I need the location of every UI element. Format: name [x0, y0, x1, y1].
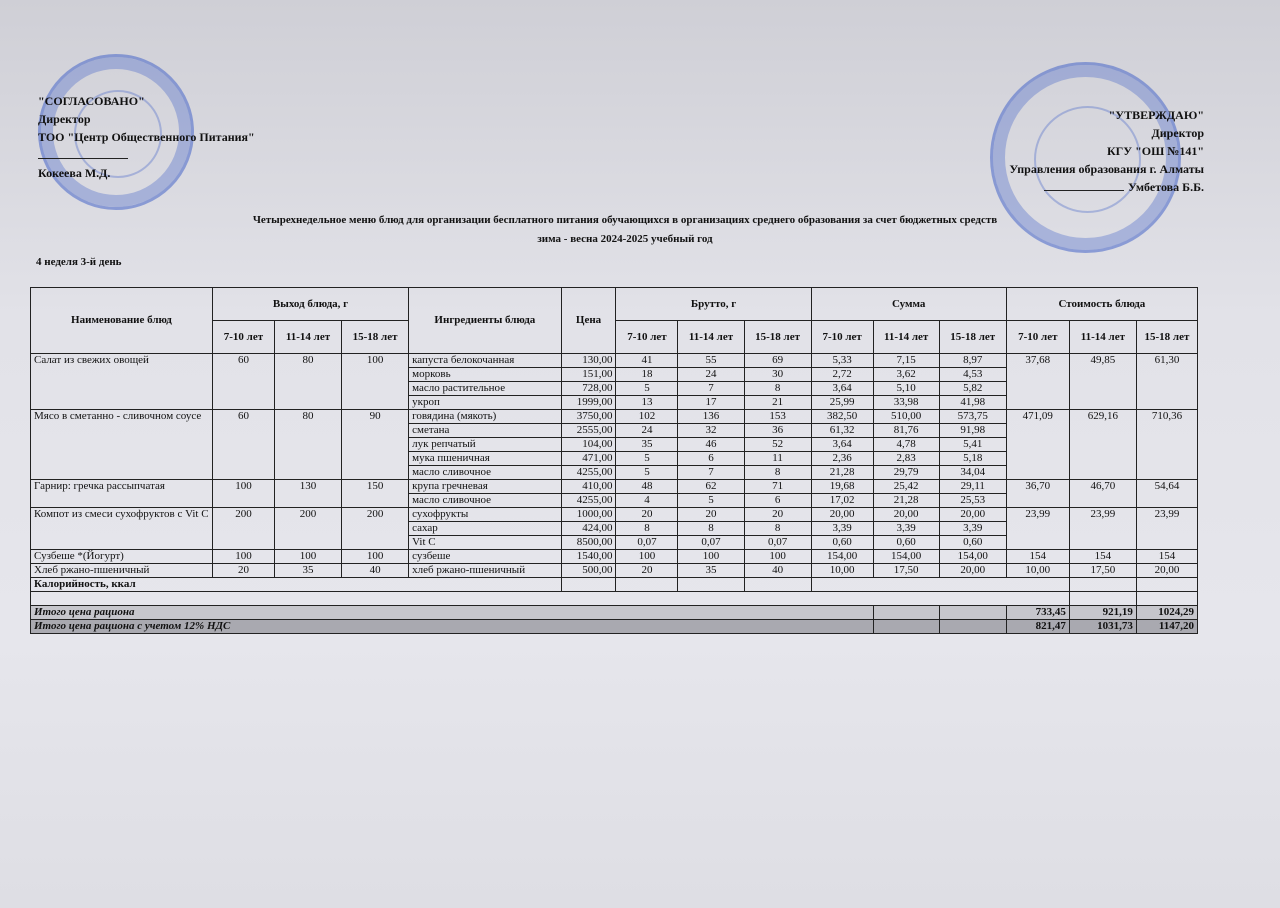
ingredient-name: крупа гречневая: [409, 480, 561, 494]
ingredient-price: 3750,00: [561, 410, 616, 424]
ingredient-sum: 20,00: [939, 508, 1006, 522]
total-label: Итого цена рациона: [31, 606, 874, 620]
signer-name: Кокеева М.Д.: [38, 166, 111, 180]
school-label: КГУ "ОШ №141": [1106, 144, 1204, 158]
ingredient-brutto: 13: [616, 396, 678, 410]
ingredient-brutto: 62: [678, 480, 744, 494]
ingredient-name: говядина (мякоть): [409, 410, 561, 424]
ingredient-brutto: 35: [616, 438, 678, 452]
ingredient-name: масло сливочное: [409, 494, 561, 508]
dish-cost: 23,99: [1069, 508, 1136, 550]
document-subtitle: зима - весна 2024-2025 учебный год: [537, 233, 713, 245]
ingredient-brutto: 55: [678, 354, 744, 368]
ingredient-brutto: 5: [678, 494, 744, 508]
signer-name: Умбетова Б.Б.: [1128, 180, 1204, 194]
dish-yield: 100: [274, 550, 341, 564]
ingredient-sum: 154,00: [873, 550, 939, 564]
ingredient-brutto: 35: [678, 564, 744, 578]
ingredient-brutto: 0,07: [744, 536, 811, 550]
ingredient-sum: 154,00: [811, 550, 873, 564]
dish-name: Сузбеше *(Йогурт): [31, 550, 213, 564]
ingredient-sum: 3,62: [873, 368, 939, 382]
ingredient-sum: 17,02: [811, 494, 873, 508]
ingredient-brutto: 5: [616, 382, 678, 396]
dish-yield: 100: [342, 354, 409, 410]
dish-cost: 61,30: [1136, 354, 1197, 410]
ingredient-brutto: 21: [744, 396, 811, 410]
ingredient-brutto: 5: [616, 452, 678, 466]
ingredient-sum: 3,64: [811, 438, 873, 452]
dish-cost: 23,99: [1136, 508, 1197, 550]
ingredient-sum: 3,64: [811, 382, 873, 396]
header-age-7-10: 7-10 лет: [212, 321, 274, 354]
header-age-7-10: 7-10 лет: [811, 321, 873, 354]
ingredient-price: 104,00: [561, 438, 616, 452]
dish-yield: 80: [274, 410, 341, 480]
ingredient-name: масло сливочное: [409, 466, 561, 480]
dish-yield: 90: [342, 410, 409, 480]
ingredient-price: 1999,00: [561, 396, 616, 410]
header-brutto: Брутто, г: [616, 288, 811, 321]
ingredient-name: мука пшеничная: [409, 452, 561, 466]
ingredient-sum: 573,75: [939, 410, 1006, 424]
ingredient-sum: 3,39: [811, 522, 873, 536]
ingredient-brutto: 136: [678, 410, 744, 424]
table-row: [31, 410, 1198, 424]
ingredient-sum: 5,41: [939, 438, 1006, 452]
ingredient-name: масло растительное: [409, 382, 561, 396]
ingredient-sum: 61,32: [811, 424, 873, 438]
ingredient-sum: 5,33: [811, 354, 873, 368]
ingredient-price: 2555,00: [561, 424, 616, 438]
dish-yield: 100: [342, 550, 409, 564]
day-label: 4 неделя 3-й день: [36, 256, 122, 268]
ingredient-sum: 382,50: [811, 410, 873, 424]
approved-label: "УТВЕРЖДАЮ": [1108, 108, 1204, 122]
menu-body: [31, 354, 1198, 578]
director-label: Директор: [38, 112, 91, 126]
dish-cost: 36,70: [1006, 480, 1069, 508]
ingredient-brutto: 52: [744, 438, 811, 452]
header-age-11-14: 11-14 лет: [873, 321, 939, 354]
dish-cost: 46,70: [1069, 480, 1136, 508]
ingredient-brutto: 8: [744, 466, 811, 480]
header-dish: Наименование блюд: [31, 288, 213, 354]
ingredient-brutto: 24: [678, 368, 744, 382]
table-row: [31, 354, 1198, 368]
ingredient-brutto: 20: [744, 508, 811, 522]
ingredient-brutto: 20: [616, 564, 678, 578]
ingredient-brutto: 30: [744, 368, 811, 382]
ingredient-sum: 3,39: [939, 522, 1006, 536]
ingredient-price: 1540,00: [561, 550, 616, 564]
ingredient-price: 151,00: [561, 368, 616, 382]
ingredient-brutto: 8: [616, 522, 678, 536]
ingredient-sum: 21,28: [811, 466, 873, 480]
header-age-11-14: 11-14 лет: [678, 321, 744, 354]
ingredient-name: Vit C: [409, 536, 561, 550]
ingredient-brutto: 40: [744, 564, 811, 578]
ingredient-sum: 21,28: [873, 494, 939, 508]
ingredient-brutto: 36: [744, 424, 811, 438]
dish-yield: 130: [274, 480, 341, 508]
dish-name: Хлеб ржано-пшеничный: [31, 564, 213, 578]
total-7-10: 733,45: [1006, 606, 1069, 620]
total-vat-row: [31, 620, 1198, 634]
ingredient-price: 410,00: [561, 480, 616, 494]
ingredient-sum: 2,83: [873, 452, 939, 466]
agreed-label: "СОГЛАСОВАНО": [38, 94, 145, 108]
ingredient-sum: 29,11: [939, 480, 1006, 494]
dish-cost: 37,68: [1006, 354, 1069, 410]
ingredient-brutto: 71: [744, 480, 811, 494]
ingredient-name: капуста белокочанная: [409, 354, 561, 368]
dish-name: Гарнир: гречка рассыпчатая: [31, 480, 213, 508]
total-15-18: 1024,29: [1136, 606, 1197, 620]
ingredient-name: сухофрукты: [409, 508, 561, 522]
header-cost: Стоимость блюда: [1006, 288, 1197, 321]
dish-cost: 471,09: [1006, 410, 1069, 480]
ingredient-name: морковь: [409, 368, 561, 382]
dish-yield: 40: [342, 564, 409, 578]
ingredient-sum: 17,50: [873, 564, 939, 578]
dish-cost: 154: [1136, 550, 1197, 564]
ingredient-brutto: 20: [678, 508, 744, 522]
dish-yield: 60: [212, 354, 274, 410]
department-label: Управления образования г. Алматы: [1009, 162, 1204, 176]
ingredient-brutto: 46: [678, 438, 744, 452]
ingredient-sum: 154,00: [939, 550, 1006, 564]
dish-cost: 54,64: [1136, 480, 1197, 508]
ingredient-sum: 20,00: [873, 508, 939, 522]
ingredient-sum: 5,18: [939, 452, 1006, 466]
ingredient-sum: 0,60: [811, 536, 873, 550]
ingredient-brutto: 11: [744, 452, 811, 466]
ingredient-sum: 20,00: [811, 508, 873, 522]
ingredient-brutto: 8: [678, 522, 744, 536]
ingredient-name: сметана: [409, 424, 561, 438]
ingredient-price: 728,00: [561, 382, 616, 396]
ingredient-brutto: 102: [616, 410, 678, 424]
dish-yield: 60: [212, 410, 274, 480]
header-age-11-14: 11-14 лет: [1069, 321, 1136, 354]
total-11-14: 921,19: [1069, 606, 1136, 620]
header-age-11-14: 11-14 лет: [274, 321, 341, 354]
ingredient-brutto: 48: [616, 480, 678, 494]
ingredient-brutto: 5: [616, 466, 678, 480]
ingredient-sum: 2,72: [811, 368, 873, 382]
dish-name: Компот из смеси сухофруктов с Vit C: [31, 508, 213, 550]
ingredient-brutto: 41: [616, 354, 678, 368]
ingredient-sum: 0,60: [939, 536, 1006, 550]
header-age-15-18: 15-18 лет: [342, 321, 409, 354]
ingredient-sum: 81,76: [873, 424, 939, 438]
dish-cost: 629,16: [1069, 410, 1136, 480]
ingredient-price: 1000,00: [561, 508, 616, 522]
total-row: [31, 606, 1198, 620]
ingredient-brutto: 100: [744, 550, 811, 564]
ingredient-sum: 10,00: [811, 564, 873, 578]
header-ingredients: Ингредиенты блюда: [409, 288, 561, 354]
dish-name: Салат из свежих овощей: [31, 354, 213, 410]
table-row: [31, 480, 1198, 494]
dish-cost: 154: [1069, 550, 1136, 564]
header-age-7-10: 7-10 лет: [616, 321, 678, 354]
dish-name: Мясо в сметанно - сливочном соусе: [31, 410, 213, 480]
ingredient-brutto: 4: [616, 494, 678, 508]
ingredient-sum: 4,53: [939, 368, 1006, 382]
ingredient-brutto: 32: [678, 424, 744, 438]
dish-cost: 710,36: [1136, 410, 1197, 480]
ingredient-sum: 7,15: [873, 354, 939, 368]
ingredient-price: 424,00: [561, 522, 616, 536]
approval-block-right: [1009, 106, 1204, 196]
total-vat-label: Итого цена рациона с учетом 12% НДС: [31, 620, 874, 634]
document-title: Четырехнедельное меню блюд для организации бесплатного питания обучающихся в организациях среднего образования за счет бюджетных средств: [252, 214, 998, 226]
ingredient-sum: 5,10: [873, 382, 939, 396]
total-vat-11-14: 1031,73: [1069, 620, 1136, 634]
header-age-15-18: 15-18 лет: [744, 321, 811, 354]
ingredient-price: 471,00: [561, 452, 616, 466]
ingredient-sum: 20,00: [939, 564, 1006, 578]
ingredient-sum: 34,04: [939, 466, 1006, 480]
dish-cost: 17,50: [1069, 564, 1136, 578]
ingredient-name: укроп: [409, 396, 561, 410]
ingredient-sum: 5,82: [939, 382, 1006, 396]
table-row: [31, 550, 1198, 564]
table-row: [31, 508, 1198, 522]
dish-yield: 200: [212, 508, 274, 550]
header-yield: Выход блюда, г: [212, 288, 408, 321]
ingredient-sum: 19,68: [811, 480, 873, 494]
dish-yield: 35: [274, 564, 341, 578]
dish-yield: 200: [274, 508, 341, 550]
ingredient-brutto: 0,07: [616, 536, 678, 550]
ingredient-brutto: 24: [616, 424, 678, 438]
ingredient-brutto: 17: [678, 396, 744, 410]
ingredient-sum: 8,97: [939, 354, 1006, 368]
header-age-15-18: 15-18 лет: [939, 321, 1006, 354]
menu-table: [30, 287, 1198, 634]
ingredient-sum: 29,79: [873, 466, 939, 480]
dish-yield: 100: [212, 550, 274, 564]
dish-cost: 154: [1006, 550, 1069, 564]
ingredient-sum: 4,78: [873, 438, 939, 452]
ingredient-name: сузбеше: [409, 550, 561, 564]
ingredient-price: 130,00: [561, 354, 616, 368]
ingredient-brutto: 7: [678, 382, 744, 396]
header-age-15-18: 15-18 лет: [1136, 321, 1197, 354]
ingredient-sum: 25,99: [811, 396, 873, 410]
ingredient-sum: 510,00: [873, 410, 939, 424]
approval-block-left: [38, 92, 255, 182]
total-vat-7-10: 821,47: [1006, 620, 1069, 634]
organization-label: ТОО "Центр Общественного Питания": [38, 130, 255, 144]
dish-cost: 49,85: [1069, 354, 1136, 410]
ingredient-brutto: 100: [678, 550, 744, 564]
ingredient-sum: 25,53: [939, 494, 1006, 508]
ingredient-name: хлеб ржано-пшеничный: [409, 564, 561, 578]
ingredient-brutto: 8: [744, 522, 811, 536]
ingredient-price: 4255,00: [561, 494, 616, 508]
ingredient-brutto: 6: [744, 494, 811, 508]
ingredient-brutto: 7: [678, 466, 744, 480]
ingredient-sum: 3,39: [873, 522, 939, 536]
ingredient-sum: 0,60: [873, 536, 939, 550]
ingredient-sum: 91,98: [939, 424, 1006, 438]
dish-cost: 20,00: [1136, 564, 1197, 578]
total-vat-15-18: 1147,20: [1136, 620, 1197, 634]
ingredient-price: 8500,00: [561, 536, 616, 550]
ingredient-price: 4255,00: [561, 466, 616, 480]
ingredient-sum: 2,36: [811, 452, 873, 466]
ingredient-sum: 41,98: [939, 396, 1006, 410]
dish-yield: 80: [274, 354, 341, 410]
ingredient-brutto: 20: [616, 508, 678, 522]
ingredient-brutto: 0,07: [678, 536, 744, 550]
dish-yield: 200: [342, 508, 409, 550]
ingredient-brutto: 153: [744, 410, 811, 424]
ingredient-brutto: 69: [744, 354, 811, 368]
ingredient-name: сахар: [409, 522, 561, 536]
header-price: Цена: [561, 288, 616, 354]
dish-cost: 23,99: [1006, 508, 1069, 550]
ingredient-brutto: 18: [616, 368, 678, 382]
ingredient-brutto: 100: [616, 550, 678, 564]
ingredient-brutto: 8: [744, 382, 811, 396]
ingredient-sum: 25,42: [873, 480, 939, 494]
ingredient-price: 500,00: [561, 564, 616, 578]
ingredient-brutto: 6: [678, 452, 744, 466]
dish-yield: 100: [212, 480, 274, 508]
dish-yield: 20: [212, 564, 274, 578]
header-sum: Сумма: [811, 288, 1006, 321]
ingredient-name: лук репчатый: [409, 438, 561, 452]
director-label: Директор: [1151, 126, 1204, 140]
ingredient-sum: 33,98: [873, 396, 939, 410]
dish-cost: 10,00: [1006, 564, 1069, 578]
table-row: [31, 564, 1198, 578]
calories-label: Калорийность, ккал: [31, 578, 562, 592]
header-age-7-10: 7-10 лет: [1006, 321, 1069, 354]
dish-yield: 150: [342, 480, 409, 508]
